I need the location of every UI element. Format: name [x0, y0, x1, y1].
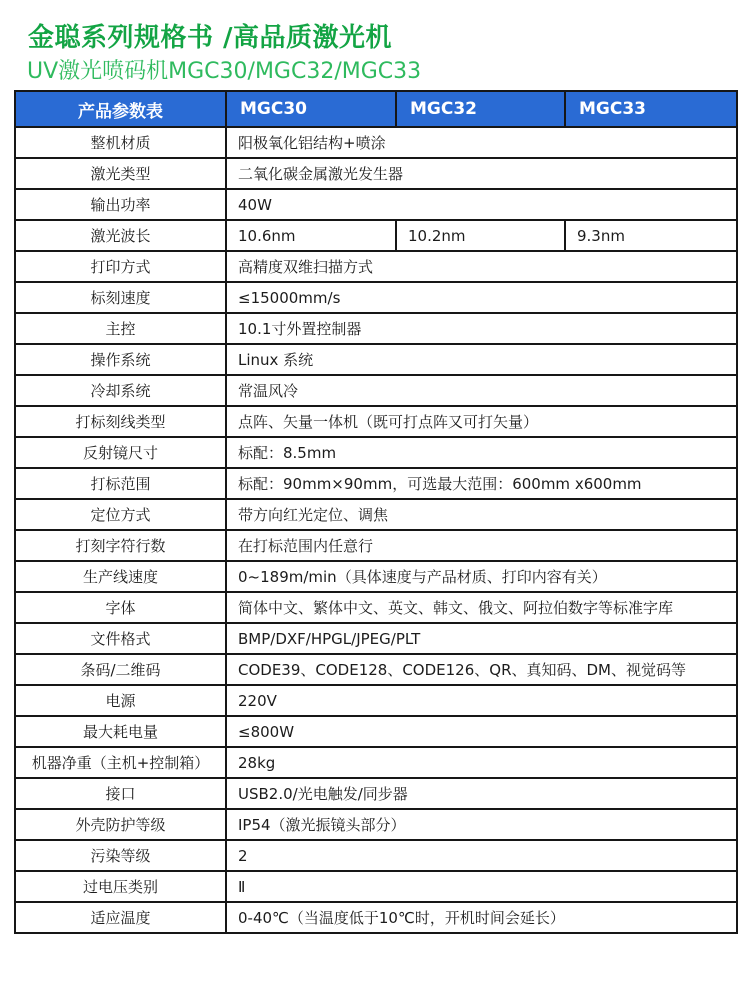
spec-value: 标配：90mm×90mm，可选最大范围：600mm x600mm — [226, 468, 737, 499]
spec-value: 40W — [226, 189, 737, 220]
spec-value: 220V — [226, 685, 737, 716]
table-row — [15, 778, 737, 809]
spec-value: Ⅱ — [226, 871, 737, 902]
spec-label: 标刻速度 — [15, 282, 226, 313]
spec-label: 整机材质 — [15, 127, 226, 158]
spec-label: 打刻字符行数 — [15, 530, 226, 561]
table-row — [15, 344, 737, 375]
table-row — [15, 592, 737, 623]
spec-label: 污染等级 — [15, 840, 226, 871]
table-row — [15, 902, 737, 933]
table-row — [15, 406, 737, 437]
spec-value: ≤15000mm/s — [226, 282, 737, 313]
spec-value: 9.3nm — [565, 220, 737, 251]
table-row — [15, 530, 737, 561]
spec-value: 0-40℃（当温度低于10℃时，开机时间会延长） — [226, 902, 737, 933]
spec-label: 反射镜尺寸 — [15, 437, 226, 468]
spec-label: 接口 — [15, 778, 226, 809]
table-row — [15, 685, 737, 716]
spec-label: 机器净重（主机+控制箱） — [15, 747, 226, 778]
spec-label: 适应温度 — [15, 902, 226, 933]
spec-value: CODE39、CODE128、CODE126、QR、真知码、DM、视觉码等 — [226, 654, 737, 685]
spec-table-body — [15, 127, 737, 933]
table-row — [15, 189, 737, 220]
spec-label: 生产线速度 — [15, 561, 226, 592]
table-header-row — [15, 91, 737, 127]
spec-label: 外壳防护等级 — [15, 809, 226, 840]
table-row — [15, 871, 737, 902]
table-row — [15, 251, 737, 282]
spec-value: 0~189m/min（具体速度与产品材质、打印内容有关） — [226, 561, 737, 592]
table-row — [15, 654, 737, 685]
spec-value: 简体中文、繁体中文、英文、韩文、俄文、阿拉伯数字等标准字库 — [226, 592, 737, 623]
spec-label: 过电压类别 — [15, 871, 226, 902]
spec-label: 条码/二维码 — [15, 654, 226, 685]
spec-label: 字体 — [15, 592, 226, 623]
table-row — [15, 561, 737, 592]
table-row — [15, 282, 737, 313]
spec-value: 高精度双维扫描方式 — [226, 251, 737, 282]
spec-value: 带方向红光定位、调焦 — [226, 499, 737, 530]
spec-table — [14, 90, 738, 934]
spec-value: 10.2nm — [396, 220, 565, 251]
spec-label: 打标范围 — [15, 468, 226, 499]
spec-value: IP54（激光振镜头部分） — [226, 809, 737, 840]
spec-label: 电源 — [15, 685, 226, 716]
table-row — [15, 220, 737, 251]
spec-value: 常温风冷 — [226, 375, 737, 406]
table-row — [15, 158, 737, 189]
spec-value: 标配：8.5mm — [226, 437, 737, 468]
spec-label: 主控 — [15, 313, 226, 344]
spec-value: 2 — [226, 840, 737, 871]
table-row — [15, 809, 737, 840]
table-row — [15, 375, 737, 406]
spec-value: 28kg — [226, 747, 737, 778]
table-row — [15, 623, 737, 654]
spec-value: 阳极氧化铝结构+喷涂 — [226, 127, 737, 158]
header-mgc30: MGC30 — [226, 91, 396, 127]
table-row — [15, 127, 737, 158]
page-subtitle: UV激光喷码机MGC30/MGC32/MGC33 — [27, 59, 422, 84]
spec-value: USB2.0/光电触发/同步器 — [226, 778, 737, 809]
spec-value: 10.6nm — [226, 220, 396, 251]
table-row — [15, 313, 737, 344]
spec-label: 定位方式 — [15, 499, 226, 530]
spec-label: 最大耗电量 — [15, 716, 226, 747]
spec-value: 二氧化碳金属激光发生器 — [226, 158, 737, 189]
spec-label: 打标刻线类型 — [15, 406, 226, 437]
spec-label: 操作系统 — [15, 344, 226, 375]
spec-label: 激光波长 — [15, 220, 226, 251]
table-row — [15, 499, 737, 530]
spec-value: 点阵、矢量一体机（既可打点阵又可打矢量） — [226, 406, 737, 437]
spec-label: 冷却系统 — [15, 375, 226, 406]
table-row — [15, 840, 737, 871]
header-mgc33: MGC33 — [565, 91, 737, 127]
spec-value: 10.1寸外置控制器 — [226, 313, 737, 344]
header-mgc32: MGC32 — [396, 91, 565, 127]
spec-label: 输出功率 — [15, 189, 226, 220]
spec-value: ≤800W — [226, 716, 737, 747]
spec-value: 在打标范围内任意行 — [226, 530, 737, 561]
table-row — [15, 437, 737, 468]
page-title: 金聪系列规格书 /高品质激光机 — [28, 23, 393, 53]
spec-label: 打印方式 — [15, 251, 226, 282]
spec-label: 激光类型 — [15, 158, 226, 189]
spec-value: BMP/DXF/HPGL/JPEG/PLT — [226, 623, 737, 654]
spec-value: Linux 系统 — [226, 344, 737, 375]
table-row — [15, 747, 737, 778]
header-product-params: 产品参数表 — [15, 91, 226, 127]
table-row — [15, 468, 737, 499]
spec-label: 文件格式 — [15, 623, 226, 654]
table-row — [15, 716, 737, 747]
